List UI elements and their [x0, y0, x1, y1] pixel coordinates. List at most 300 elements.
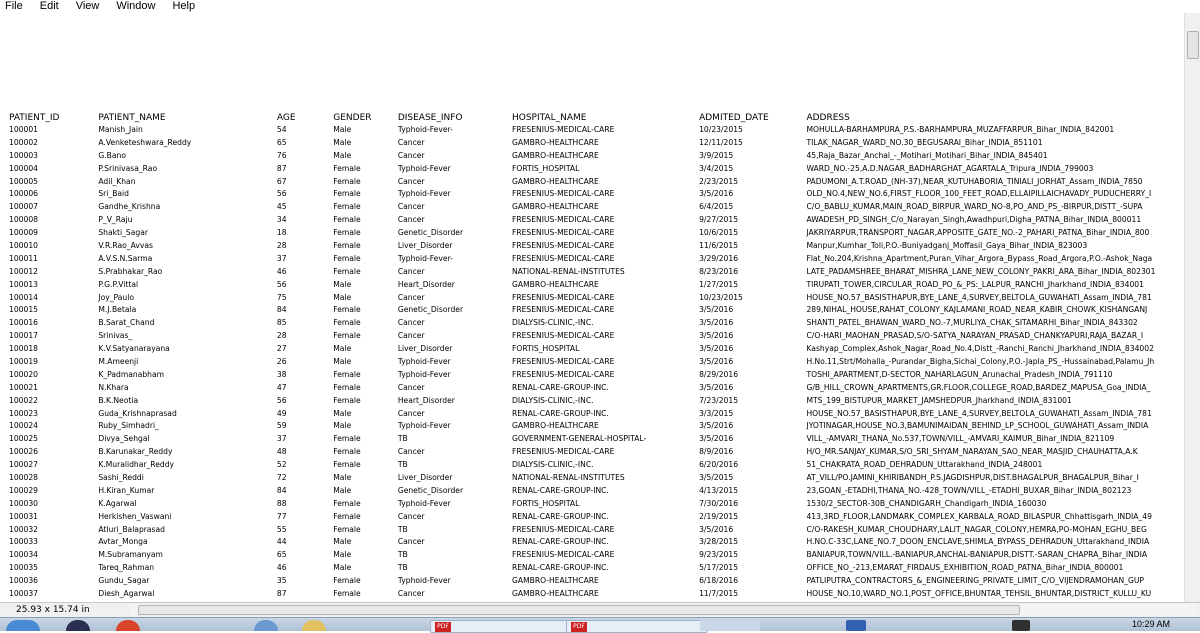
- cell-admited-date: 8/23/2016: [699, 266, 739, 276]
- cell-hospital-name: DIALYSIS-CLINIC,-INC.: [511, 395, 594, 405]
- cell-patient-id: 100003: [9, 150, 38, 160]
- cell-admited-date: 4/13/2015: [699, 485, 739, 495]
- cell-gender: Male: [333, 356, 352, 366]
- cell-gender: Female: [333, 305, 361, 315]
- cell-hospital-name: GAMBRO-HEALTHCARE: [511, 589, 599, 598]
- cell-age: 52: [276, 460, 287, 470]
- cell-patient-name: K.Agarwal: [98, 498, 137, 508]
- cell-disease-info: Cancer: [397, 150, 425, 160]
- cell-age: 28: [276, 240, 287, 250]
- cell-patient-id: 100019: [9, 356, 38, 366]
- cell-admited-date: 9/27/2015: [699, 215, 739, 225]
- cell-address: 23,GOAN_-ETADHI,THANA_NO.-428_TOWN/VILL_-ETADHI_BUXAR_Bihar_INDIA_802123: [806, 485, 1132, 495]
- cell-admited-date: 12/11/2015: [699, 137, 743, 147]
- cell-patient-name: Sri_Baid: [98, 189, 129, 199]
- cell-admited-date: 3/5/2016: [699, 344, 734, 354]
- cell-patient-id: 100007: [9, 202, 38, 212]
- cell-hospital-name: GAMBRO-HEALTHCARE: [511, 150, 599, 160]
- cell-gender: Male: [333, 292, 352, 302]
- cell-hospital-name: FRESENIUS-MEDICAL-CARE: [511, 240, 615, 250]
- cell-age: 76: [276, 150, 287, 160]
- cell-address: WARD_NO.-25,A.D.NAGAR_BADHARGHAT_AGARTALA_Tripura_INDIA_799003: [806, 163, 1094, 173]
- cell-disease-info: TB: [397, 563, 408, 573]
- cell-admited-date: 10/6/2015: [699, 228, 739, 238]
- cell-age: 87: [276, 589, 287, 598]
- table-row: [8, 561, 1185, 574]
- cell-disease-info: Cancer: [397, 215, 425, 225]
- cell-gender: Female: [333, 240, 361, 250]
- menu-view[interactable]: View: [75, 0, 100, 12]
- cell-patient-name: V.R.Rao_Avvas: [98, 240, 153, 250]
- header-disease-info: DISEASE_INFO: [397, 113, 463, 123]
- cell-patient-name: B.Karunakar_Reddy: [98, 447, 173, 457]
- cell-address: AT_VILL/PO.JAMINI_KHIRIBANDH_P.S.JAGDISHPUR,DIST.BHAGALPUR_BHAGALPUR_Bihar_I: [806, 472, 1139, 482]
- cell-hospital-name: FRESENIUS-MEDICAL-CARE: [511, 253, 615, 263]
- cell-address: OFFICE_NO_-213,EMARAT_FIRDAUS_EXHIBITION_ROAD_PATNA_Bihar_INDIA_800001: [806, 563, 1124, 573]
- cell-admited-date: 3/5/2016: [699, 305, 734, 315]
- cell-admited-date: 3/5/2016: [699, 189, 734, 199]
- cell-age: 54: [276, 124, 287, 134]
- table-row: [8, 536, 1185, 549]
- cell-gender: Female: [333, 382, 361, 392]
- cell-age: 85: [276, 318, 287, 328]
- table-row: [8, 471, 1185, 484]
- cell-hospital-name: FRESENIUS-MEDICAL-CARE: [511, 189, 615, 199]
- cell-address: H.No.11,Strt/Mohalla_-Purandar_Bigha,Sichai_Colony,P.O.-Japla_PS_-Hussainabad,Palamu_Jh: [806, 356, 1155, 366]
- cell-address: H.NO.C-33C,LANE_NO.7_DOON_ENCLAVE,SHIMLA_BYPASS_DEHRADUN_Uttarakhand_INDIA: [806, 537, 1150, 547]
- cell-disease-info: TB: [397, 460, 408, 470]
- cell-age: 88: [276, 498, 287, 508]
- menu-edit[interactable]: Edit: [39, 0, 59, 12]
- table-row: [8, 432, 1185, 445]
- cell-age: 35: [276, 576, 287, 586]
- cell-age: 49: [276, 408, 287, 418]
- table-row: [8, 265, 1185, 278]
- cell-age: 65: [276, 550, 287, 560]
- cell-address: HOUSE_NO.57_BASISTHAPUR,BYE_LANE_4,SURVEY,BELTOLA_GUWAHATI_Assam_INDIA_781: [806, 292, 1152, 302]
- cell-patient-id: 100026: [9, 447, 38, 457]
- cell-hospital-name: RENAL-CARE-GROUP-INC.: [511, 382, 609, 392]
- cell-age: 28: [276, 331, 287, 341]
- cell-gender: Male: [333, 537, 352, 547]
- cell-gender: Female: [333, 576, 361, 586]
- cell-patient-id: 100017: [9, 331, 38, 341]
- cell-gender: Male: [333, 563, 352, 573]
- cell-admited-date: 3/9/2015: [699, 150, 734, 160]
- app-icon-folder[interactable]: [254, 620, 278, 631]
- cell-gender: Female: [333, 189, 361, 199]
- cell-disease-info: Typhoid-Fever: [397, 498, 451, 508]
- header-admited-date: ADMITED_DATE: [699, 113, 769, 123]
- table-row: [8, 187, 1185, 200]
- cell-patient-id: 100022: [9, 395, 38, 405]
- cell-patient-name: M.Ameenji: [98, 356, 139, 366]
- cell-patient-id: 100009: [9, 228, 38, 238]
- cell-address: TOSHI_APARTMENT,D-SECTOR_NAHARLAGUN_Arunachal_Pradesh_INDIA_791110: [806, 369, 1113, 379]
- cell-admited-date: 2/19/2015: [699, 511, 739, 521]
- cell-patient-name: Gandhe_Krishna: [98, 202, 161, 212]
- vertical-scrollbar[interactable]: [1184, 13, 1200, 602]
- cell-gender: Female: [333, 228, 361, 238]
- cell-patient-name: Ruby_Simhadri_: [98, 421, 159, 431]
- cell-admited-date: 5/17/2015: [699, 563, 739, 573]
- cell-admited-date: 11/7/2015: [699, 589, 739, 598]
- cell-address: VILL_-AMVARI_THANA_No.537,TOWN/VILL_-AMVARI_KAIMUR_Bihar_INDIA_821109: [806, 434, 1115, 444]
- cell-patient-name: S.Prabhakar_Rao: [98, 266, 163, 276]
- cell-disease-info: Cancer: [397, 382, 425, 392]
- cell-patient-name: Tareq_Rahman: [98, 563, 155, 573]
- cell-address: 289,NIHAL_HOUSE,RAHAT_COLONY_KAJLAMANI_ROAD_NEAR_KABIR_CHOWK_KISHANGANJ: [806, 305, 1148, 315]
- cell-age: 18: [276, 228, 287, 238]
- cell-gender: Male: [333, 279, 352, 289]
- cell-patient-name: Shakti_Sagar: [98, 228, 148, 238]
- cell-patient-id: 100029: [9, 485, 38, 495]
- cell-admited-date: 6/18/2016: [699, 576, 739, 586]
- cell-patient-id: 100035: [9, 563, 38, 573]
- cell-disease-info: Typhoid-Fever: [397, 356, 451, 366]
- cell-patient-name: Gundu_Sagar: [98, 576, 150, 586]
- cell-age: 77: [276, 511, 287, 521]
- cell-disease-info: Typhoid-Fever: [397, 576, 451, 586]
- cell-patient-name: Guda_Krishnaprasad: [98, 408, 177, 418]
- table-body: [8, 123, 1185, 600]
- cell-patient-name: B.Sarat_Chand: [98, 318, 155, 328]
- cell-hospital-name: FRESENIUS-MEDICAL-CARE: [511, 228, 615, 238]
- table-row: [8, 316, 1185, 329]
- cell-gender: Male: [333, 472, 352, 482]
- cell-address: G/B_HILL_CROWN_APARTMENTS,GR.FLOOR,COLLEGE_ROAD,BARDEZ_MAPUSA_Goa_INDIA_: [806, 382, 1151, 392]
- table-row: [8, 239, 1185, 252]
- app-icon-explorer[interactable]: [302, 620, 326, 631]
- app-icon-word[interactable]: [846, 620, 866, 631]
- status-bar: [0, 602, 1200, 617]
- cell-address: SHANTI_PATEL_BHAWAN_WARD_NO.-7,MURLIYA_CHAK_SITAMARHI_Bihar_INDIA_843302: [806, 318, 1138, 328]
- cell-address: TIRUPATI_TOWER,CIRCULAR_ROAD_PO_&_PS:_LALPUR_RANCHI_Jharkhand_INDIA_834001: [806, 279, 1144, 289]
- cell-patient-name: Herkishen_Vaswani: [98, 511, 172, 521]
- cell-age: 37: [276, 434, 287, 444]
- cell-disease-info: TB: [397, 524, 408, 534]
- pdf-icon: PDF: [571, 622, 587, 632]
- cell-address: MOHULLA-BARHAMPURA_P.S.-BARHAMPURA_MUZAFFARPUR_Bihar_INDIA_842001: [806, 124, 1115, 134]
- cell-disease-info: Cancer: [397, 266, 425, 276]
- header-hospital-name: HOSPITAL_NAME: [511, 113, 587, 123]
- header-address: ADDRESS: [806, 113, 850, 123]
- table-row: [8, 458, 1185, 471]
- cell-address: AWADESH_PD_SINGH_C/o_Narayan_Singh,Awadhpuri,Digha_PATNA_Bihar_INDIA_800011: [806, 215, 1142, 225]
- cell-address: TILAK_NAGAR_WARD_NO.30_BEGUSARAI_Bihar_INDIA_851101: [806, 137, 1043, 147]
- cell-age: 38: [276, 369, 287, 379]
- cell-admited-date: 3/5/2015: [699, 472, 734, 482]
- menu-help[interactable]: Help: [172, 0, 196, 12]
- cell-patient-id: 100010: [9, 240, 38, 250]
- cell-disease-info: Typhoid-Fever: [397, 369, 451, 379]
- tray-icon-monitor[interactable]: [1012, 620, 1030, 631]
- cell-address: JAKRIYARPUR,TRANSPORT_NAGAR,APPOSITE_GATE_NO.-2_PAHARI_PATNA_Bihar_INDIA_800: [806, 228, 1150, 238]
- cell-patient-name: B.K.Neotia: [98, 395, 139, 405]
- document-view: [0, 13, 1185, 602]
- table-row: [8, 136, 1185, 149]
- cell-admited-date: 3/5/2016: [699, 434, 734, 444]
- cell-patient-id: 100033: [9, 537, 38, 547]
- cell-disease-info: Liver_Disorder: [397, 240, 453, 250]
- cell-disease-info: Cancer: [397, 511, 425, 521]
- cell-patient-name: A.V.S.N.Sarma: [98, 253, 153, 263]
- cell-hospital-name: GAMBRO-HEALTHCARE: [511, 202, 599, 212]
- cell-gender: Female: [333, 589, 361, 598]
- cell-hospital-name: FRESENIUS-MEDICAL-CARE: [511, 305, 615, 315]
- cell-patient-id: 100036: [9, 576, 38, 586]
- header-patient-id: PATIENT_ID: [9, 113, 60, 123]
- app-icon-media[interactable]: [66, 620, 90, 631]
- cell-patient-id: 100008: [9, 215, 38, 225]
- cell-hospital-name: DIALYSIS-CLINIC,-INC.: [511, 460, 594, 470]
- app-icon-browser[interactable]: [116, 620, 140, 631]
- cell-patient-id: 100028: [9, 472, 38, 482]
- taskbar: [0, 617, 1200, 631]
- cell-disease-info: Genetic_Disorder: [397, 228, 464, 238]
- cell-patient-id: 100021: [9, 382, 38, 392]
- cell-hospital-name: RENAL-CARE-GROUP-INC.: [511, 511, 609, 521]
- cell-address: C/O-RAKESH_KUMAR_CHOUDHARY,LALIT_NAGAR_COLONY,HEMRA,PO-MOHAN_EGHU_BEG: [806, 524, 1147, 534]
- table-row: [8, 175, 1185, 188]
- table-row: [8, 484, 1185, 497]
- cell-address: PADUMONI_A.T.ROAD_(NH-37),NEAR_KUTUHABORIA_TINIALI_JORHAT_Assam_INDIA_7850: [806, 176, 1143, 186]
- cell-disease-info: Cancer: [397, 292, 425, 302]
- cell-admited-date: 11/6/2015: [699, 240, 739, 250]
- cell-disease-info: Genetic_Disorder: [397, 305, 464, 315]
- cell-admited-date: 7/30/2016: [699, 498, 739, 508]
- cell-disease-info: Typhoid-Fever-: [397, 253, 453, 263]
- pdf-icon: PDF: [435, 622, 451, 632]
- cell-gender: Female: [333, 447, 361, 457]
- cell-patient-id: 100027: [9, 460, 38, 470]
- cell-patient-id: 100025: [9, 434, 38, 444]
- cell-admited-date: 3/28/2015: [699, 537, 739, 547]
- cell-address: 413,3RD_FLOOR,LANDMARK_COMPLEX_KARBALA_ROAD_BILASPUR_Chhattisgarh_INDIA_49: [806, 511, 1152, 521]
- page-size-readout: 25.93 x 15.74 in: [4, 604, 139, 616]
- table-row: [8, 162, 1185, 175]
- header-patient-name: PATIENT_NAME: [98, 113, 166, 123]
- cell-admited-date: 2/23/2015: [699, 176, 739, 186]
- cell-gender: Female: [333, 511, 361, 521]
- cell-gender: Female: [333, 498, 361, 508]
- cell-hospital-name: FRESENIUS-MEDICAL-CARE: [511, 215, 615, 225]
- cell-age: 48: [276, 447, 287, 457]
- cell-address: OLD_NO.4,NEW_NO.6,FIRST_FLOOR_100_FEET_ROAD,ELLAIPILLAICHAVADY_PUDUCHERRY_I: [806, 189, 1152, 199]
- cell-address: Kashyap_Complex,Ashok_Nagar_Road_No.4,Distt_-Ranchi_Ranchi_Jharkhand_INDIA_834002: [806, 344, 1154, 354]
- cell-hospital-name: FRESENIUS-MEDICAL-CARE: [511, 369, 615, 379]
- cell-disease-info: Typhoid-Fever: [397, 189, 451, 199]
- cell-address: LATE_PADAMSHREE_BHARAT_MISHRA_LANE_NEW_COLONY_PAKRI_ARA_Bihar_INDIA_802301: [806, 266, 1156, 276]
- cell-disease-info: Cancer: [397, 137, 425, 147]
- cell-gender: Female: [333, 163, 361, 173]
- cell-disease-info: Liver_Disorder: [397, 472, 453, 482]
- cell-gender: Female: [333, 369, 361, 379]
- cell-patient-name: Srinivas_: [98, 331, 133, 341]
- cell-address: BANIAPUR,TOWN/VILL.-BANIAPUR,ANCHAL-BANIAPUR,DISTT.-SARAN_CHAPRA_Bihar_INDIA: [806, 550, 1148, 560]
- cell-age: 65: [276, 137, 287, 147]
- cell-patient-id: 100013: [9, 279, 38, 289]
- cell-address: H/O_MR.SANJAY_KUMAR,S/O_SRI_SHYAM_NARAYAN_SAO_NEAR_MASJID_CHAUHATTA,A.K: [806, 447, 1138, 457]
- cell-address: HOUSE_NO.57_BASISTHAPUR,BYE_LANE_4,SURVEY,BELTOLA_GUWAHATI_Assam_INDIA_781: [806, 408, 1152, 418]
- cell-patient-name: Atluri_Balaprasad: [98, 524, 165, 534]
- cell-patient-name: P_V_Raju: [98, 215, 133, 225]
- table-row: [8, 278, 1185, 291]
- cell-age: 87: [276, 163, 287, 173]
- cell-patient-id: 100004: [9, 163, 38, 173]
- cell-hospital-name: FRESENIUS-MEDICAL-CARE: [511, 356, 615, 366]
- cell-disease-info: TB: [397, 550, 408, 560]
- cell-patient-id: 100031: [9, 511, 38, 521]
- cell-gender: Female: [333, 331, 361, 341]
- cell-age: 67: [276, 176, 287, 186]
- cell-patient-id: 100011: [9, 253, 38, 263]
- cell-gender: Female: [333, 318, 361, 328]
- cell-hospital-name: NATIONAL-RENAL-INSTITUTES: [511, 472, 625, 482]
- cell-hospital-name: FRESENIUS-MEDICAL-CARE: [511, 331, 615, 341]
- cell-patient-id: 100001: [9, 124, 38, 134]
- cell-hospital-name: GAMBRO-HEALTHCARE: [511, 421, 599, 431]
- cell-patient-name: A.Venketeshwara_Reddy: [98, 137, 192, 147]
- header-age: AGE: [276, 113, 296, 123]
- cell-patient-name: Adil_Khan: [98, 176, 136, 186]
- horizontal-scrollbar[interactable]: [130, 604, 1196, 615]
- cell-patient-name: P.Srinivasa_Rao: [98, 163, 158, 173]
- cell-patient-name: M.J.Betala: [98, 305, 137, 315]
- table-row: [8, 587, 1185, 600]
- cell-disease-info: Cancer: [397, 331, 425, 341]
- table-row: [8, 407, 1185, 420]
- cell-patient-id: 100015: [9, 305, 38, 315]
- cell-admited-date: 3/5/2016: [699, 331, 734, 341]
- cell-address: Manpur,Kumhar_Toli,P.O.-Buniyadganj_Moffasil_Gaya_Bihar_INDIA_823003: [806, 240, 1088, 250]
- cell-disease-info: Cancer: [397, 589, 425, 598]
- cell-disease-info: Cancer: [397, 537, 425, 547]
- cell-age: 47: [276, 382, 287, 392]
- cell-hospital-name: FRESENIUS-MEDICAL-CARE: [511, 124, 615, 134]
- table-row: [8, 548, 1185, 561]
- menu-file[interactable]: File: [5, 0, 23, 12]
- cell-hospital-name: GAMBRO-HEALTHCARE: [511, 576, 599, 586]
- cell-patient-name: Joy_Paulo: [98, 292, 134, 302]
- taskbar-pdf-window-2[interactable]: [566, 620, 708, 633]
- cell-disease-info: Cancer: [397, 447, 425, 457]
- cell-disease-info: Cancer: [397, 318, 425, 328]
- menu-window[interactable]: Window: [116, 0, 156, 12]
- cell-admited-date: 3/4/2015: [699, 163, 734, 173]
- cell-age: 34: [276, 215, 287, 225]
- cell-patient-name: H.Kiran_Kumar: [98, 485, 155, 495]
- cell-gender: Male: [333, 421, 352, 431]
- cell-age: 56: [276, 189, 287, 199]
- cell-address: PATLIPUTRA_CONTRACTORS_&_ENGINEERING_PRIVATE_LIMIT_C/O_VIJENDRAMOHAN_GUP: [806, 576, 1144, 586]
- cell-hospital-name: RENAL-CARE-GROUP-INC.: [511, 408, 609, 418]
- cell-hospital-name: FRESENIUS-MEDICAL-CARE: [511, 292, 615, 302]
- horizontal-scroll-thumb[interactable]: [138, 605, 1020, 615]
- cell-patient-name: K_Padmanabham: [98, 369, 165, 379]
- cell-gender: Male: [333, 408, 352, 418]
- cell-gender: Female: [333, 202, 361, 212]
- cell-hospital-name: DIALYSIS-CLINIC,-INC.: [511, 318, 594, 328]
- cell-gender: Female: [333, 253, 361, 263]
- cell-gender: Male: [333, 137, 352, 147]
- cell-admited-date: 3/5/2016: [699, 382, 734, 392]
- cell-hospital-name: FORTIS_HOSPITAL: [511, 163, 580, 173]
- table-row: [8, 368, 1185, 381]
- table-row: [8, 252, 1185, 265]
- cell-gender: Male: [333, 150, 352, 160]
- table-row: [8, 226, 1185, 239]
- cell-gender: Male: [333, 124, 352, 134]
- cell-gender: Female: [333, 176, 361, 186]
- table-row: [8, 303, 1185, 316]
- cell-disease-info: Typhoid-Fever-: [397, 124, 453, 134]
- cell-gender: Female: [333, 434, 361, 444]
- cell-age: 44: [276, 537, 287, 547]
- table-row: [8, 497, 1185, 510]
- cell-disease-info: Genetic_Disorder: [397, 485, 464, 495]
- cell-age: 56: [276, 395, 287, 405]
- cell-disease-info: Typhoid-Fever: [397, 163, 451, 173]
- cell-gender: Female: [333, 266, 361, 276]
- cell-admited-date: 6/4/2015: [699, 202, 734, 212]
- clock: 10:29 AM: [1131, 619, 1170, 629]
- cell-hospital-name: GAMBRO-HEALTHCARE: [511, 176, 599, 186]
- cell-patient-id: 100014: [9, 292, 38, 302]
- cell-patient-name: Divya_Sehgal: [98, 434, 150, 444]
- table-row: [8, 510, 1185, 523]
- cell-gender: Female: [333, 460, 361, 470]
- cell-patient-id: 100032: [9, 524, 38, 534]
- cell-patient-id: 100012: [9, 266, 38, 276]
- cell-gender: Male: [333, 550, 352, 560]
- cell-disease-info: Heart_Disorder: [397, 279, 455, 289]
- vertical-scroll-thumb[interactable]: [1187, 31, 1199, 59]
- taskbar-window-3[interactable]: [700, 620, 760, 631]
- cell-disease-info: Heart_Disorder: [397, 395, 455, 405]
- table-row: [8, 419, 1185, 432]
- cell-patient-id: 100002: [9, 137, 38, 147]
- cell-patient-name: Avtar_Monga: [98, 537, 148, 547]
- cell-hospital-name: FORTIS_HOSPITAL: [511, 344, 580, 354]
- cell-patient-name: Diesh_Agarwal: [98, 589, 155, 598]
- table-row: [8, 394, 1185, 407]
- cell-hospital-name: GAMBRO-HEALTHCARE: [511, 279, 599, 289]
- cell-admited-date: 6/20/2016: [699, 460, 739, 470]
- table-row: [8, 445, 1185, 458]
- cell-patient-id: 100018: [9, 344, 38, 354]
- cell-disease-info: Liver_Disorder: [397, 344, 453, 354]
- cell-gender: Female: [333, 395, 361, 405]
- cell-address: C/O-HARI_MAOHAN_PRASAD,S/O-SATYA_NARAYAN_PRASAD_CHANKYAPURI,RAJA_BAZAR_I: [806, 331, 1144, 341]
- table-row: [8, 381, 1185, 394]
- start-button[interactable]: [6, 620, 40, 631]
- cell-patient-id: 100016: [9, 318, 38, 328]
- cell-gender: Male: [333, 485, 352, 495]
- cell-hospital-name: GAMBRO-HEALTHCARE: [511, 137, 599, 147]
- table-row: [8, 342, 1185, 355]
- cell-admited-date: 3/29/2016: [699, 253, 739, 263]
- cell-patient-id: 100023: [9, 408, 38, 418]
- table-row: [8, 123, 1185, 136]
- cell-disease-info: Typhoid-Fever: [397, 421, 451, 431]
- cell-address: 1530/2_SECTOR-30B_CHANDIGARH_Chandigarh_INDIA_160030: [806, 498, 1047, 508]
- cell-patient-name: K.Muralidhar_Reddy: [98, 460, 175, 470]
- cell-admited-date: 3/3/2015: [699, 408, 734, 418]
- cell-address: 51_CHAKRATA_ROAD_DEHRADUN_Uttarakhand_INDIA_248001: [806, 460, 1043, 470]
- cell-disease-info: TB: [397, 434, 408, 444]
- taskbar-pdf-window-1[interactable]: [430, 620, 572, 633]
